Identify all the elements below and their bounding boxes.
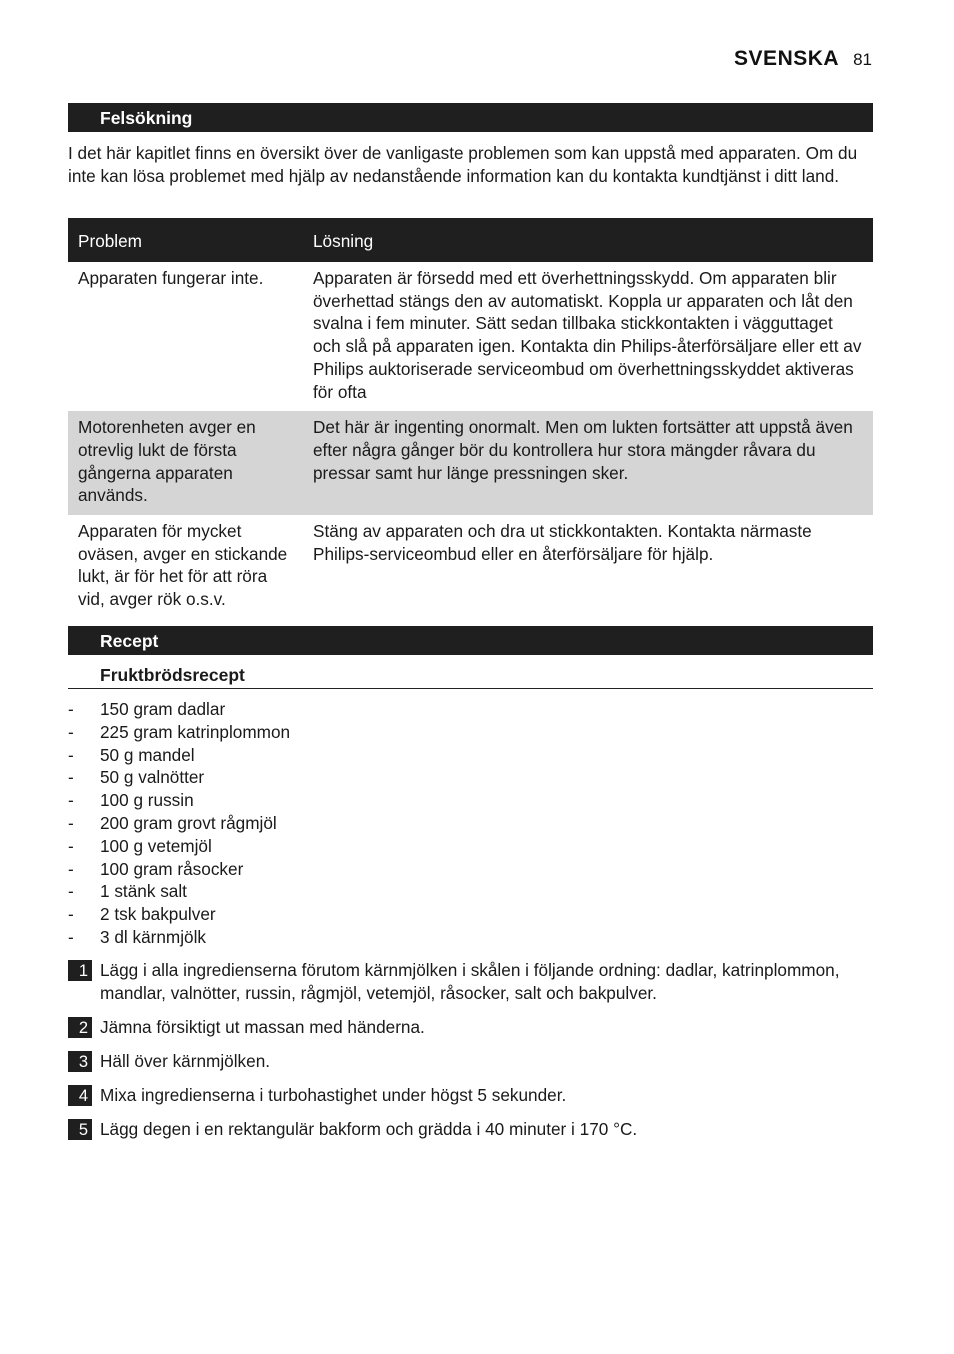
bullet-dash: - (68, 699, 74, 719)
problem-cell: Apparaten för mycket oväsen, avger en stickande lukt, är för het för att röra vid, avger rök o.s.v. (78, 521, 288, 610)
step-text: Lägg degen i en rektangulär bakform och grädda i 40 minuter i 170 °C. (100, 1119, 638, 1139)
ingredient-text: 200 gram grovt rågmjöl (100, 812, 277, 833)
troubleshooting-table (68, 218, 873, 621)
step-item (68, 1050, 873, 1073)
ingredient-text: 100 g vetemjöl (100, 835, 212, 856)
ingredient-text: 225 gram katrinplommon (100, 721, 291, 742)
step-text: Jämna försiktigt ut massan med händerna. (100, 1017, 425, 1037)
bullet-dash: - (68, 881, 74, 902)
ingredient-text: 50 g valnötter (100, 767, 205, 788)
table-header-row (68, 218, 873, 262)
bullet-dash: - (68, 904, 74, 925)
column-header-solution: Lösning (303, 218, 873, 262)
section-title-recipe: Recept (68, 626, 873, 655)
problem-cell: Motorenheten avger en otrevlig lukt de första gångerna apparaten används. (68, 411, 303, 515)
table-row (68, 515, 873, 621)
ingredient-text: 100 gram råsocker (100, 858, 244, 879)
step-number-badge: 3 (68, 1051, 92, 1072)
step-item (68, 1118, 873, 1141)
page-number: 81 (853, 50, 872, 69)
section-title-troubleshooting: Felsökning (68, 103, 873, 132)
step-item (68, 959, 873, 1005)
step-text: Mixa ingredienserna i turbohastighet under högst 5 sekunder. (100, 1085, 567, 1105)
recipe-subtitle: Fruktbrödsrecept (68, 661, 873, 689)
bullet-dash: - (68, 790, 74, 811)
solution-cell: Apparaten är försedd med ett överhettningsskydd. Om apparaten blir överhettad stängs den av automatiskt. Koppla ur apparaten och låt den svalna i fem minuter. Sätt sedan tillbaka stickkontakten i vägguttaget och slå på apparaten igen. Kontakta din Philips-återförsäljare eller ett av Philips auktoriserade serviceombud om överhettningsskyddet aktiveras för ofta (313, 268, 862, 402)
table-row (68, 262, 873, 411)
problem-cell: Apparaten fungerar inte. (78, 268, 264, 288)
step-text: Häll över kärnmjölken. (100, 1051, 271, 1071)
ingredient-text: 2 tsk bakpulver (100, 904, 216, 925)
intro-paragraph: I det här kapitlet finns en översikt över de vanligaste problemen som kan uppstå med apparaten. Om du inte kan lösa problemet med hjälp av nedanstående information kan du kontakta kundtjänst i ditt land. (68, 143, 858, 186)
list-item (68, 744, 290, 767)
ingredient-text: 100 g russin (100, 790, 194, 811)
bullet-dash: - (68, 858, 74, 879)
list-item (68, 721, 290, 744)
bullet-dash: - (68, 721, 74, 742)
step-number-badge: 1 (68, 960, 92, 981)
solution-cell: Stäng av apparaten och dra ut stickkontakten. Kontakta närmaste Philips-serviceombud eller en återförsäljare för hjälp. (313, 521, 812, 564)
column-header-problem: Problem (68, 218, 303, 262)
list-item (68, 812, 290, 835)
language-label: SVENSKA (734, 47, 840, 70)
step-number-badge: 5 (68, 1119, 92, 1140)
list-item (68, 903, 290, 926)
list-item (68, 926, 290, 949)
ingredient-text: 50 g mandel (100, 744, 195, 765)
page-header (734, 47, 872, 71)
list-item (68, 698, 290, 721)
list-item (68, 789, 290, 812)
ingredient-text: 150 gram dadlar (100, 699, 226, 719)
solution-cell: Det här är ingenting onormalt. Men om lukten fortsätter att uppstå även efter några gånger bör du kontrollera hur stora mängder råvara du pressar samt hur länge pressningen sker. (303, 411, 873, 515)
step-number-badge: 4 (68, 1085, 92, 1106)
list-item (68, 835, 290, 858)
ingredient-list (68, 698, 290, 949)
ingredient-text: 1 stänk salt (100, 881, 187, 902)
step-number-badge: 2 (68, 1017, 92, 1038)
bullet-dash: - (68, 812, 74, 833)
recipe-steps (68, 959, 873, 1152)
list-item (68, 766, 290, 789)
bullet-dash: - (68, 767, 74, 788)
bullet-dash: - (68, 835, 74, 856)
step-item (68, 1016, 873, 1039)
list-item (68, 880, 290, 903)
table-row (68, 411, 873, 515)
bullet-dash: - (68, 926, 74, 947)
bullet-dash: - (68, 744, 74, 765)
ingredient-text: 3 dl kärnmjölk (100, 926, 207, 947)
step-text: Lägg i alla ingredienserna förutom kärnmjölken i skålen i följande ordning: dadlar, katrinplommon, mandlar, valnötter, russin, rågmjöl, vetemjöl, råsocker, salt och bakpulver. (100, 960, 840, 1003)
step-item (68, 1084, 873, 1107)
list-item (68, 858, 290, 881)
